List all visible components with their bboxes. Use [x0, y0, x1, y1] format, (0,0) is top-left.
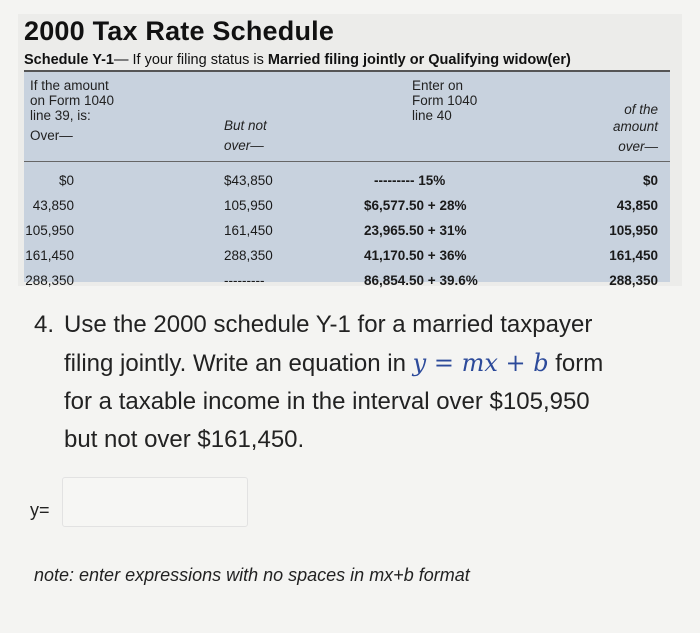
header-over — [30, 78, 114, 143]
question-line-1: Use the 2000 schedule Y-1 for a married taxpayer — [64, 311, 593, 338]
header-enter-line: line 40 — [412, 108, 452, 123]
header-over-line: on Form 1040 — [30, 93, 115, 108]
cell-not-over: 105,950 — [224, 198, 273, 213]
cell-enter: 23,965.50 + 31% — [364, 223, 467, 238]
cell-of-amount: 288,350 — [609, 273, 658, 288]
cell-enter: 86,854.50 + 39.6% — [364, 273, 478, 288]
answer-input[interactable] — [62, 477, 248, 527]
cell-enter: 41,170.50 + 36% — [364, 248, 467, 263]
table-row — [24, 273, 670, 297]
subtitle-middle: — If your filing status is — [114, 52, 268, 68]
cell-not-over: $43,850 — [224, 173, 273, 188]
cell-over: 161,450 — [25, 248, 74, 263]
header-over-line: line 39, is: — [30, 108, 91, 123]
header-of-amount-line: over— — [618, 139, 658, 154]
header-over-line: If the amount — [30, 78, 109, 93]
table-row — [24, 248, 670, 272]
cell-not-over: 161,450 — [224, 223, 273, 238]
table-row — [24, 198, 670, 222]
question-line-2 — [34, 344, 674, 383]
cell-of-amount: 43,850 — [616, 198, 658, 213]
cell-not-over: --------- — [224, 273, 265, 288]
question-text — [34, 306, 674, 459]
header-enter-on — [412, 78, 477, 123]
question-number: 4. — [34, 311, 55, 338]
question-line-2-suffix: form — [548, 350, 604, 377]
tax-rate-table — [24, 70, 670, 288]
subtitle-schedule-id: Schedule Y-1 — [24, 52, 114, 68]
cell-enter: --------- 15% — [374, 173, 446, 188]
cell-over: 43,850 — [32, 198, 74, 213]
header-over-line: Over— — [30, 128, 73, 143]
equation-form: y = mx + b — [412, 349, 549, 377]
table-row — [24, 173, 670, 197]
header-enter-line: Form 1040 — [412, 93, 478, 108]
header-divider — [24, 161, 670, 162]
subtitle-rest: filing jointly or Qualifying widow(er) — [320, 52, 571, 68]
header-but-not-line: But not — [224, 118, 267, 133]
cell-of-amount: $0 — [642, 173, 658, 188]
schedule-title: 2000 Tax Rate Schedule — [24, 16, 335, 46]
cell-enter: $6,577.50 + 28% — [364, 198, 467, 213]
tax-schedule-image — [18, 14, 682, 286]
cell-over: 105,950 — [25, 223, 74, 238]
cell-over: 288,350 — [25, 273, 74, 288]
header-of-amount — [613, 102, 658, 154]
header-of-amount-line: amount — [612, 119, 658, 134]
header-enter-line: Enter on — [412, 78, 464, 93]
cell-not-over: 288,350 — [224, 248, 273, 263]
answer-label: y= — [30, 500, 50, 520]
question-line-2-prefix: filing jointly. Write an equation in — [64, 350, 413, 377]
cell-of-amount: 105,950 — [609, 223, 658, 238]
header-but-not-line: over— — [224, 138, 264, 153]
header-of-amount-line: of the — [624, 102, 658, 117]
subtitle-bold-word: Married — [267, 52, 321, 68]
table-row — [24, 223, 670, 247]
cell-over: $0 — [58, 173, 74, 188]
cell-of-amount: 161,450 — [609, 248, 658, 263]
schedule-subtitle — [24, 52, 571, 68]
format-note: note: enter expressions with no spaces in mx+b format — [34, 565, 470, 585]
header-but-not-over — [224, 118, 267, 153]
question-line-4: but not over $161,450. — [64, 426, 305, 453]
question-line-3: for a taxable income in the interval over $105,950 — [64, 388, 590, 415]
